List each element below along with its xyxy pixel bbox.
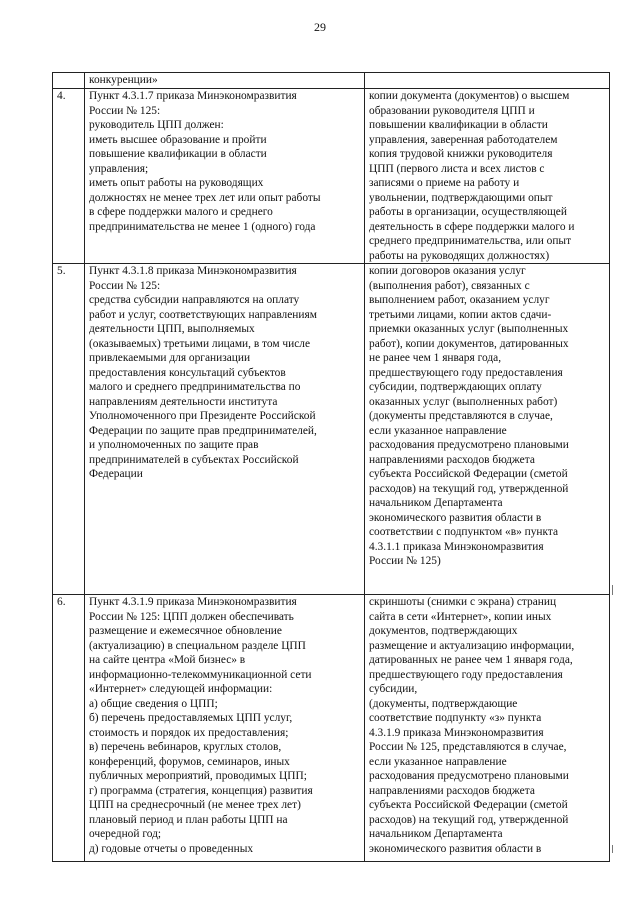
- documents-line: деятельность в сфере поддержки малого и: [369, 220, 575, 233]
- requirement-line: Пункт 4.3.1.7 приказа Минэкономразвития: [89, 90, 297, 102]
- requirement-line: Федерации по защите прав предпринимателей,: [89, 424, 317, 437]
- requirement-line: иметь высшее образование и пройти: [89, 133, 267, 146]
- requirement-line: предпринимателей в субъектах Российской: [89, 453, 299, 466]
- documents-line: размещение и актуализацию информации,: [369, 639, 575, 652]
- requirements-table: [52, 72, 610, 862]
- documents-line: сайта в сети «Интернет», копии иных: [369, 610, 552, 623]
- requirement-line: России № 125:: [89, 279, 161, 292]
- requirement-line: (актуализацию) в специальном разделе ЦПП: [89, 639, 306, 652]
- documents-line: датированных не ранее чем 1 января года,: [369, 654, 573, 666]
- documents-line: управления, заверенная работодателем: [369, 133, 558, 146]
- documents-line: копии документа (документов) о высшем: [369, 90, 570, 102]
- requirement-line: направлениям деятельности института: [89, 395, 278, 408]
- requirement-line: руководитель ЦПП должен:: [89, 119, 224, 131]
- requirement-line: в сфере поддержки малого и среднего: [89, 206, 273, 218]
- requirement-cell: [85, 595, 365, 862]
- documents-line: начальником Департамента: [369, 828, 503, 840]
- documents-line: документов, подтверждающих: [369, 625, 518, 637]
- documents-line: выполнением работ, оказанием услуг: [369, 294, 550, 306]
- documents-line: ЦПП (первого листа и всех листов с: [369, 162, 545, 175]
- requirement-line: должностях не менее трех лет или опыт работы: [89, 191, 321, 204]
- documents-line: работ), копии документов, датированных: [369, 337, 569, 350]
- documents-cell: [365, 89, 610, 264]
- requirement-line: а) общие сведения о ЦПП;: [89, 697, 218, 710]
- row-number-cell: 5.: [53, 264, 85, 595]
- documents-line: копии договоров оказания услуг: [369, 265, 526, 277]
- documents-line: копия трудовой книжки руководителя: [369, 148, 553, 160]
- documents-line: приемки оказанных услуг (выполненных: [369, 323, 569, 335]
- documents-line: субсидии, подтверждающих оплату: [369, 381, 542, 393]
- requirement-line: публичных мероприятий, проводимых ЦПП;: [89, 770, 307, 782]
- requirement-line: размещение и ежемесячное обновление: [89, 625, 282, 637]
- table-row: [53, 73, 610, 89]
- requirement-line: «Интернет» следующей информации:: [89, 683, 273, 695]
- documents-line: увольнении, подтверждающими опыт: [369, 191, 553, 204]
- documents-line: соответствие подпункту «з» пункта: [369, 712, 542, 724]
- requirement-line: управления;: [89, 162, 149, 175]
- requirements-table-body: [53, 73, 610, 862]
- documents-line: направлениями расходов бюджета: [369, 784, 535, 797]
- requirement-line: д) годовые отчеты о проведенных: [89, 842, 254, 855]
- requirement-line: деятельности ЦПП, выполняемых: [89, 323, 255, 335]
- documents-line: третьими лицами, копии актов сдачи-: [369, 308, 552, 321]
- requirement-line: России № 125:: [89, 104, 161, 117]
- row-number-cell: [53, 73, 85, 89]
- requirement-line: плановый период и план работы ЦПП на: [89, 813, 288, 826]
- documents-line: соответствии с подпунктом «в» пункта: [369, 526, 559, 538]
- documents-line: расходования предусмотрено плановыми: [369, 439, 569, 451]
- row-number-cell: 4.: [53, 89, 85, 264]
- requirement-line: Пункт 4.3.1.8 приказа Минэкономразвития: [89, 265, 297, 277]
- documents-line: предшествующего году предоставления: [369, 668, 563, 681]
- requirement-line: России № 125: ЦПП должен обеспечивать: [89, 610, 294, 623]
- documents-line: начальником Департамента: [369, 497, 503, 509]
- requirement-line: в) перечень вебинаров, круглых столов,: [89, 741, 282, 753]
- documents-line: если указанное направление: [369, 424, 507, 437]
- documents-line: направлениями расходов бюджета: [369, 453, 535, 466]
- documents-line: субъекта Российской Федерации (сметой: [369, 799, 568, 811]
- page-number: 29: [314, 20, 326, 34]
- documents-line: (документы представляются в случае,: [369, 410, 553, 422]
- requirement-line: конференций, форумов, семинаров, иных: [89, 755, 290, 768]
- documents-line: скриншоты (снимки с экрана) страниц: [369, 596, 557, 608]
- requirement-cell: [85, 73, 365, 89]
- requirement-line: повышение квалификации в области: [89, 148, 267, 160]
- documents-line: работы в организации, осуществляющей: [369, 206, 567, 218]
- requirement-line: информационно-телекоммуникационной сети: [89, 668, 312, 681]
- scan-artifact: [612, 585, 613, 595]
- table-row: [53, 264, 610, 595]
- documents-cell: [365, 264, 610, 595]
- requirement-cell: [85, 264, 365, 595]
- documents-line: предшествующего году предоставления: [369, 366, 563, 379]
- documents-line: расходования предусмотрено плановыми: [369, 770, 569, 782]
- requirement-line: (оказываемых) третьими лицами, в том числе: [89, 337, 311, 350]
- documents-cell: [365, 595, 610, 862]
- requirement-line: иметь опыт работы на руководящих: [89, 177, 264, 189]
- documents-line: работы на руководящих должностях): [369, 249, 550, 262]
- requirement-line: средства субсидии направляются на оплату: [89, 294, 300, 306]
- documents-line: 4.3.1.1 приказа Минэкономразвития: [369, 540, 544, 553]
- requirement-line: г) программа (стратегия, концепция) развития: [89, 784, 313, 797]
- requirement-line: работ и услуг, соответствующих направлениям: [89, 308, 317, 321]
- documents-line: субъекта Российской Федерации (сметой: [369, 468, 568, 480]
- documents-line: 4.3.1.9 приказа Минэкономразвития: [369, 726, 544, 739]
- requirement-line: б) перечень предоставляемых ЦПП услуг,: [89, 712, 293, 724]
- requirement-line: предоставления консультаций субъектов: [89, 366, 286, 379]
- documents-line: среднего предпринимательства, или опыт: [369, 235, 572, 247]
- documents-line: расходов) на текущий год, утвержденной: [369, 813, 569, 826]
- scan-artifact: [612, 845, 613, 853]
- documents-line: (выполнения работ), связанных с: [369, 279, 530, 292]
- requirement-line: Уполномоченного при Президенте Российской: [89, 410, 316, 422]
- requirement-line: стоимость и порядок их предоставления;: [89, 726, 289, 739]
- documents-line: повышении квалификации в области: [369, 119, 548, 131]
- table-row: [53, 595, 610, 862]
- row-number-cell: 6.: [53, 595, 85, 862]
- requirement-line: ЦПП на среднесрочный (не менее трех лет): [89, 799, 301, 811]
- documents-line: (документы, подтверждающие: [369, 697, 518, 710]
- requirement-line: очередной год;: [89, 828, 162, 840]
- documents-line: России № 125, представляются в случае,: [369, 741, 567, 753]
- requirement-line: малого и среднего предпринимательства по: [89, 381, 301, 393]
- table-row: [53, 89, 610, 264]
- requirement-line: и уполномоченных по защите прав: [89, 439, 259, 451]
- requirement-line: привлекаемыми для организации: [89, 352, 251, 364]
- documents-line: расходов) на текущий год, утвержденной: [369, 482, 569, 495]
- documents-line: не ранее чем 1 января года,: [369, 352, 502, 364]
- requirement-cell: [85, 89, 365, 264]
- requirement-line: на сайте центра «Мой бизнес» в: [89, 654, 246, 666]
- documents-line: образовании руководителя ЦПП и: [369, 104, 535, 117]
- documents-line: записями о приеме на работу и: [369, 177, 520, 189]
- documents-line: экономического развития области в: [369, 511, 542, 524]
- documents-line: оказанных услуг (выполненных работ): [369, 395, 558, 408]
- requirement-line: Федерации: [89, 468, 143, 480]
- requirement-line: конкуренции»: [89, 74, 158, 86]
- documents-cell: [365, 73, 610, 89]
- requirement-line: предпринимательства не менее 1 (одного) года: [89, 220, 316, 233]
- documents-line: России № 125): [369, 555, 441, 567]
- documents-line: субсидии,: [369, 683, 418, 695]
- documents-line: если указанное направление: [369, 755, 507, 768]
- documents-line: экономического развития области в: [369, 842, 542, 855]
- requirement-line: Пункт 4.3.1.9 приказа Минэкономразвития: [89, 596, 297, 608]
